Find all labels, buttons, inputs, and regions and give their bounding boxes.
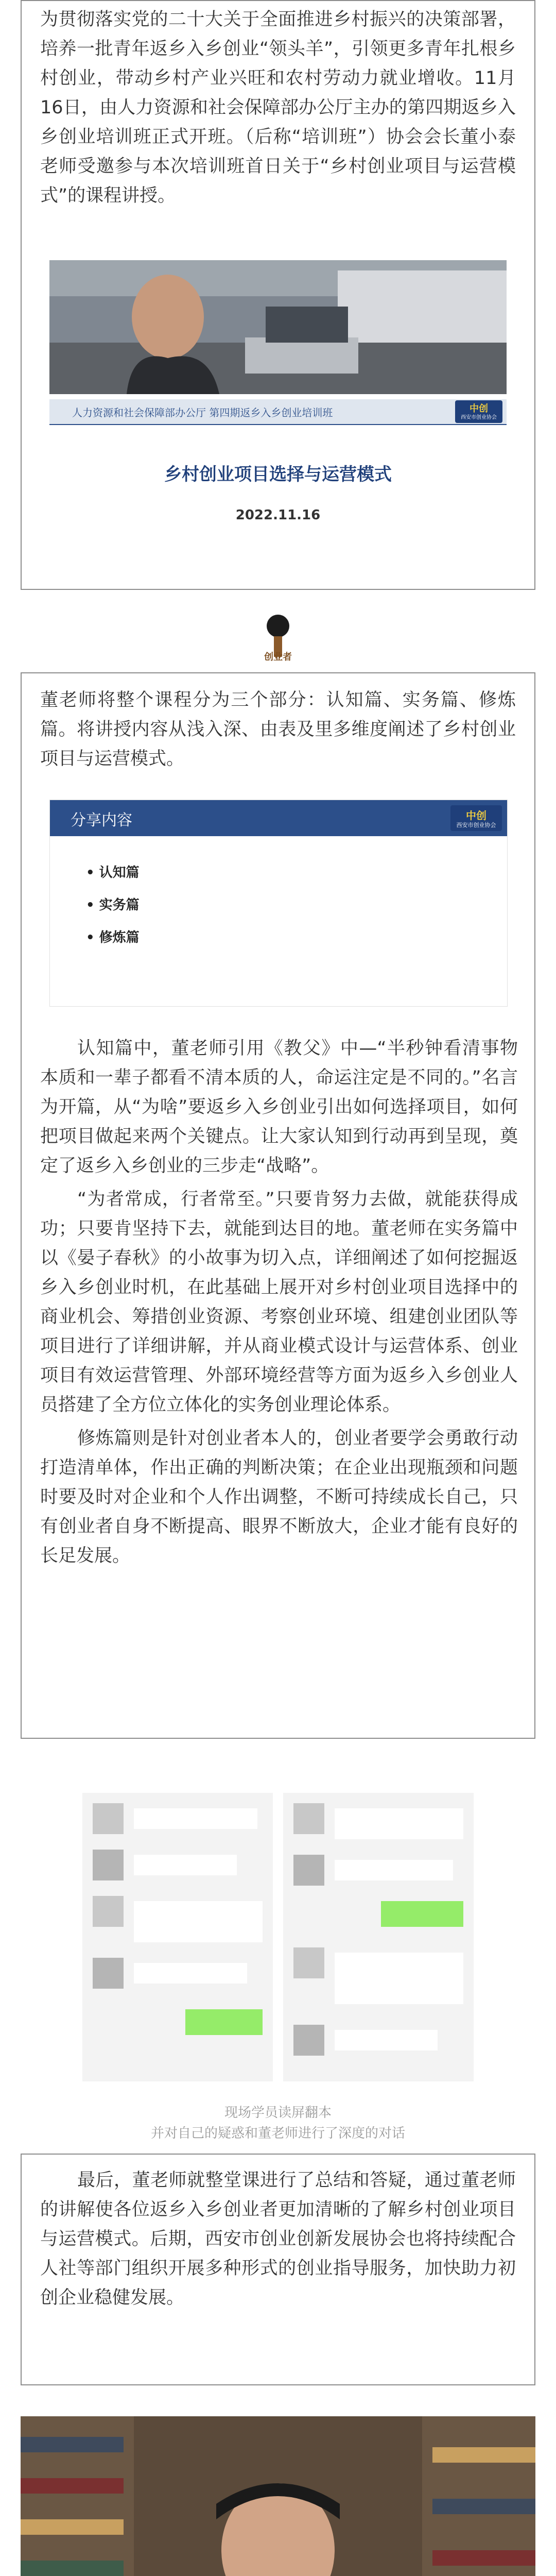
slide-header-bar [49,399,507,425]
closing-paragraph: 最后，董老师就整堂课进行了总结和答疑，通过董老师的讲解使各位返乡入乡创业者更加清晰的了解乡村创业项目与运营模式。后期，西安市创业创新发展协会也将持续配合人社等部门组织开展多种形式的创业指导服务，加快助力初创企业稳健发展。 [40,2170,516,2308]
divider-logo [263,611,293,672]
body-text [22,1034,536,1571]
menu-slide-header [50,800,507,836]
badge-top-text: 中创 [470,403,488,414]
slide-title: 乡村创业项目选择与运营模式 [164,464,392,485]
menu-badge-top-text: 中创 [466,809,486,822]
chat-screenshots [82,1793,474,2081]
body-paragraph-3: 修炼篇则是针对创业者本人的，创业者要学会勇敢行动打造清单体，作出正确的判断决策；在企业出现瓶颈和问题时要及时对企业和个人作出调整，不断可持续成长自己，只有创业者自身不断提高、眼界不断放大，企业才能有良好的长足发展。 [40,1428,518,1566]
badge-bottom-text: 西安市创业协会 [461,415,497,420]
portrait-photo [21,2416,535,2576]
menu-item: • 实务篇 [86,897,140,913]
closing-frame [21,2154,535,2385]
title-slide [49,399,507,585]
menu-badge-bottom-text: 西安市创业协会 [456,822,496,828]
slide-header-text: 人力资源和社会保障部办公厅 第四期返乡入乡创业培训班 [72,406,333,419]
menu-slide [49,800,508,1007]
body-paragraph-2: “为者常成，行者常至。”只要肯努力去做，就能获得成功；只要肯坚持下去，就能到达目的地。董老师在实务篇中以《晏子春秋》的小故事为切入点，详细阐述了如何挖掘返乡入乡创业时机，在此基础上展开对乡村创业项目选择中的商业机会、筹措创业资源、考察创业环境、组建创业团队等项目进行了详细讲解，并从商业模式设计与运营体系、创业项目有效运营管理、外部环境经营等方面为返乡入乡创业人员搭建了全方位立体化的实务创业理论体系。 [40,1189,518,1415]
intro-paragraph: 为贯彻落实党的二十大关于全面推进乡村振兴的决策部署，培养一批青年返乡入乡创业“领头羊”，引领更多青年扎根乡村创业，带动乡村产业兴旺和农村劳动力就业增收。11月16日，由人力资源和社会保障部办公厅主办的第四期返乡入乡创业培训班正式开班。（后称“培训班”）协会会长董小泰老师受邀参与本次培训班首日关于“乡村创业项目与运营模式”的课程讲授。 [40,9,516,206]
menu-item: • 认知篇 [86,865,140,880]
chat-caption-1: 现场学员读屏翻本 [224,2105,332,2121]
menu-item: • 修炼篇 [86,930,140,945]
course-frame [21,672,535,1739]
menu-slide-badge [450,805,502,831]
menu-slide-title: 分享内容 [71,811,132,829]
body-paragraph-1: 认知篇中，董老师引用《教父》中—“半秒钟看清事物本质和一辈子都看不清本质的人，命运注定是不同的。”名言为开篇，从“为啥”要返乡入乡创业引出如何选择项目，如何把项目做起来两个关键点。让大家认知到行动再到呈现，奠定了返乡入乡创业的三步走“战略”。 [40,1038,518,1176]
course-paragraph: 董老师将整个课程分为三个部分：认知篇、实务篇、修炼篇。将讲授内容从浅入深、由表及里多维度阐述了乡村创业项目与运营模式。 [40,690,516,769]
slide-badge [455,400,502,423]
lecture-photo [49,260,507,394]
divider-logo-text: 创业者 [264,652,292,663]
chat-caption-2: 并对自己的疑惑和董老师进行了深度的对话 [150,2126,405,2141]
slide-date: 2022.11.16 [235,507,321,523]
menu-list [86,862,140,946]
